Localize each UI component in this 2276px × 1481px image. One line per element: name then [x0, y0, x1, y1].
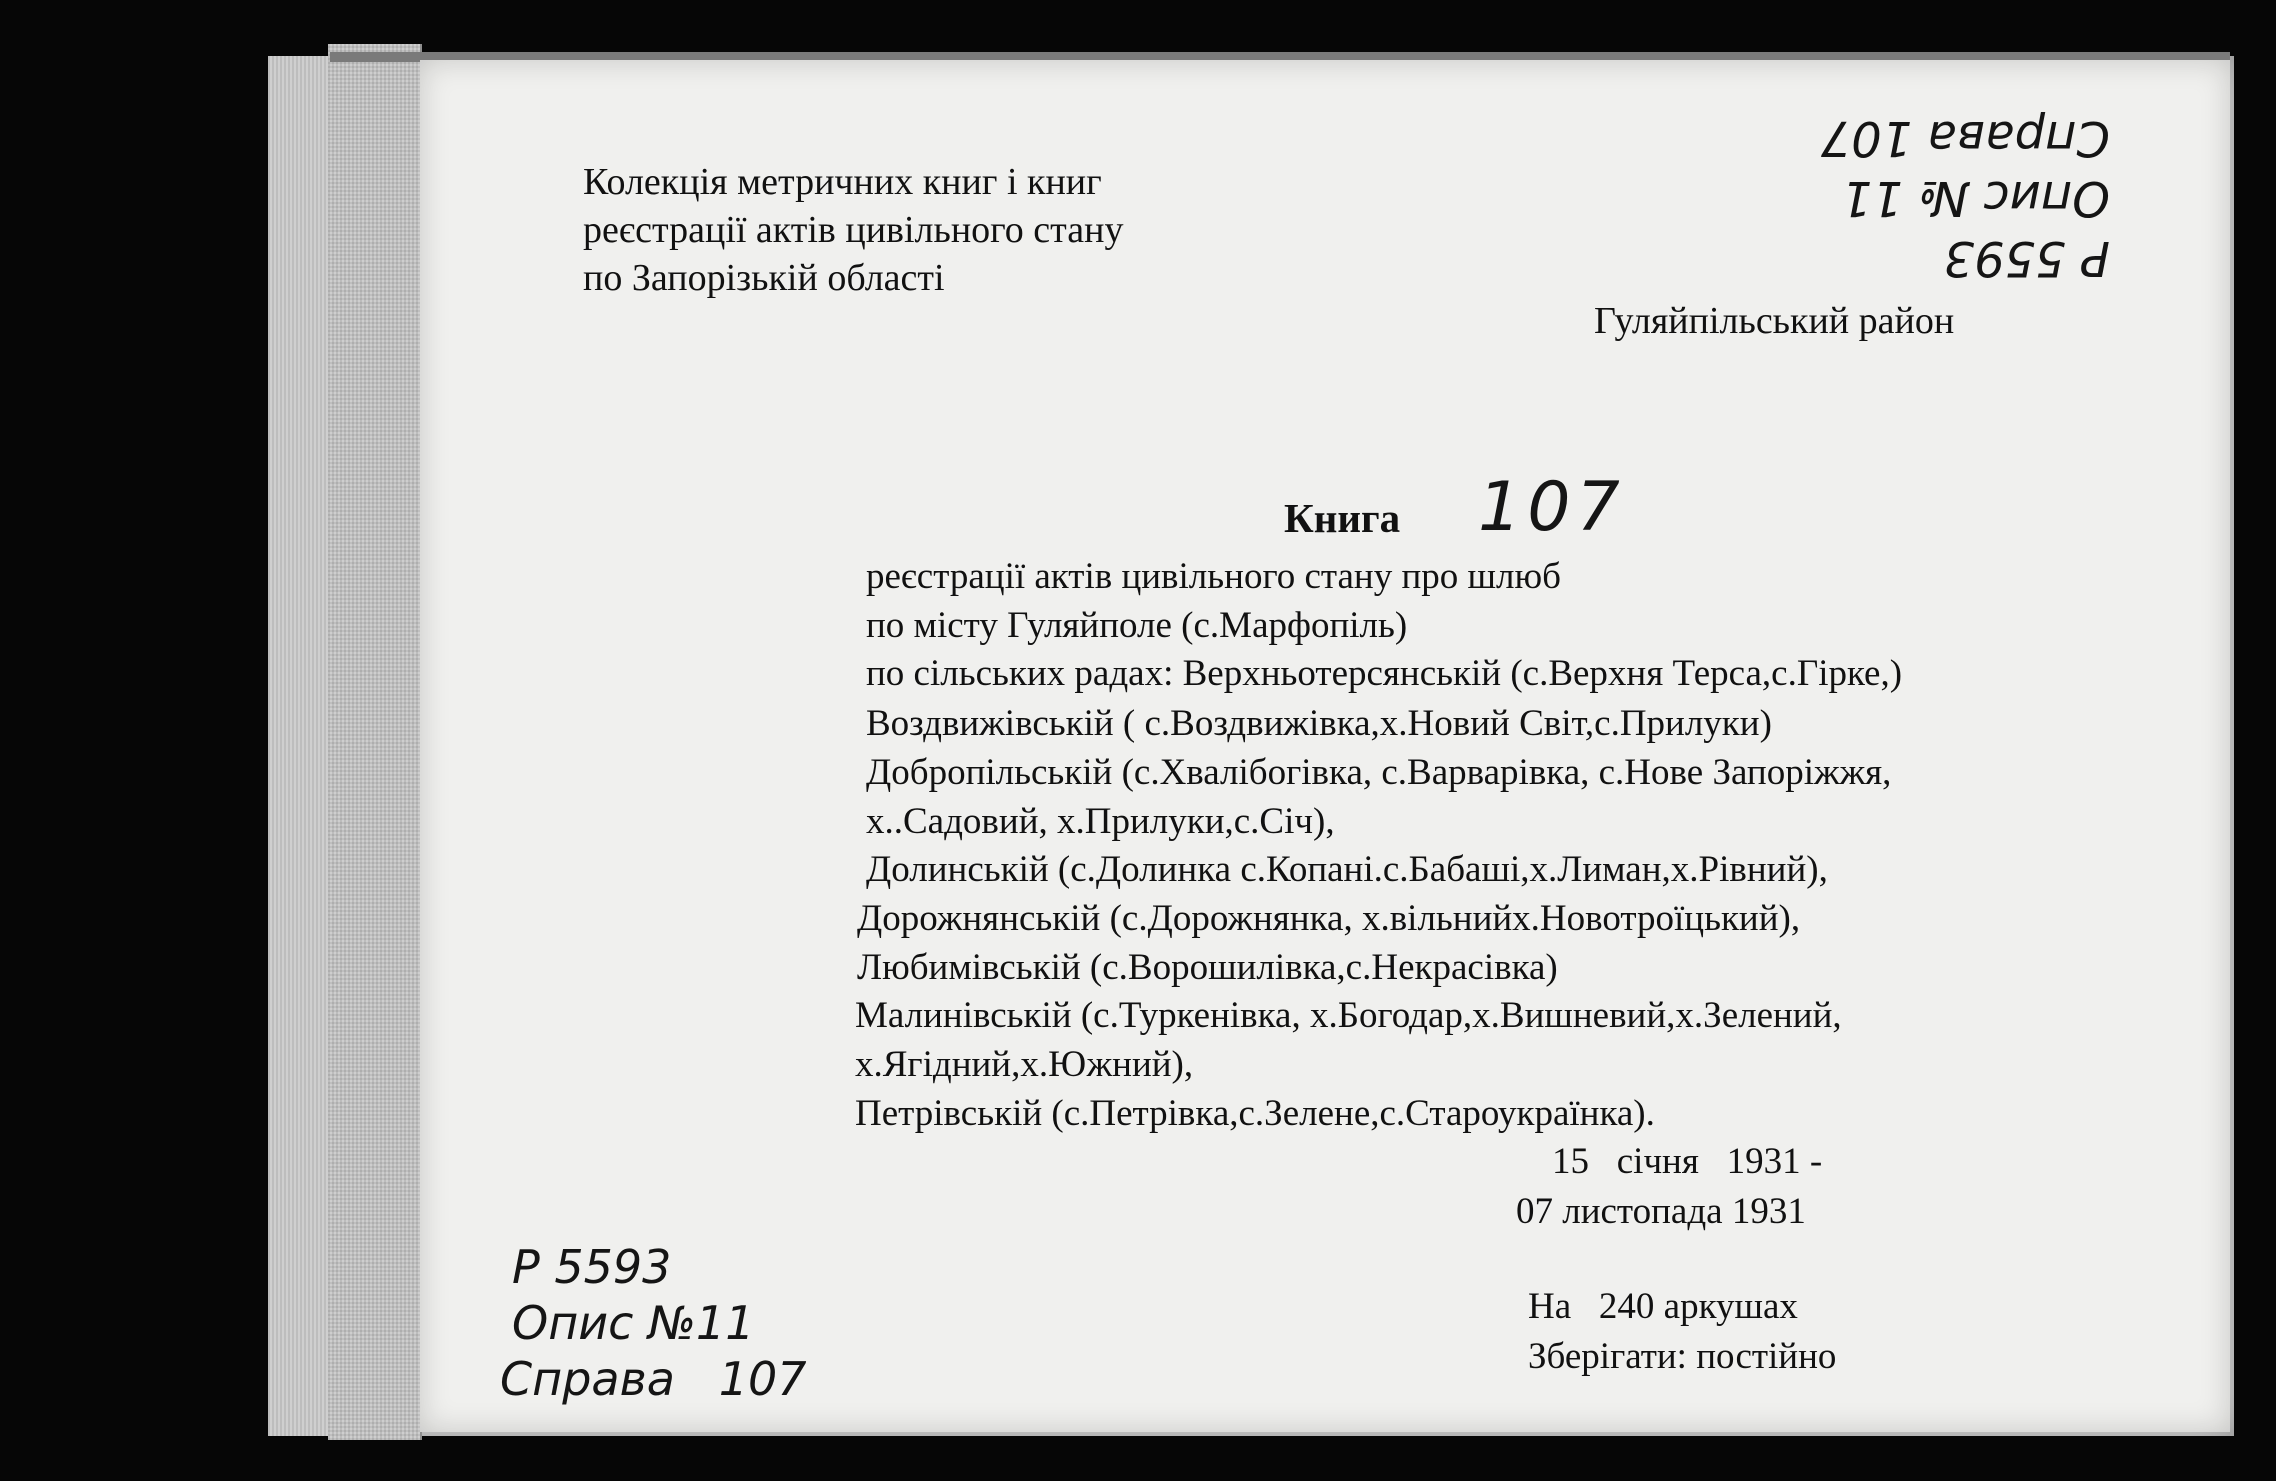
description-line: Любимівській (с.Ворошилівка,с.Некрасівка)	[857, 947, 1558, 988]
handwritten-stamp-top	[1820, 96, 2120, 296]
book-number-handwritten: 107	[1478, 468, 1626, 547]
description-line: Добропільській (с.Хвалібогівка, с.Варварівка, с.Нове Запоріжжя,	[866, 752, 1892, 793]
binding-fabric-strip	[328, 44, 422, 1440]
description-line: Воздвижівській ( с.Воздвижівка,х.Новий Світ,с.Прилуки)	[866, 703, 1772, 744]
date-start: 15 січня 1931 -	[1552, 1141, 1823, 1182]
date-end: 07 листопада 1931	[1516, 1191, 1806, 1232]
description-line: х..Садовий, х.Прилуки,с.Січ),	[866, 801, 1335, 842]
book-spine	[268, 56, 328, 1436]
stamp-top-inventory: Опис № 11	[1841, 170, 2110, 226]
description-line: по місту Гуляйполе (с.Марфопіль)	[866, 605, 1408, 646]
stamp-top-fund: Р 5593	[1943, 230, 2110, 286]
description-line: Долинській (с.Долинка с.Копані.с.Бабаші,х.Лиман,х.Рівний),	[866, 849, 1828, 890]
description-line: реєстрації актів цивільного стану про шлюб	[866, 556, 1561, 597]
stamp-top-file: Справа 107	[1820, 110, 2110, 166]
archive-line-2: реєстрації актів цивільного стану	[583, 209, 1124, 251]
stamp-bottom-file: Справа 107	[500, 1352, 807, 1406]
stamp-bottom-fund: Р 5593	[512, 1240, 672, 1294]
description-line: Малинівській (с.Туркенівка, х.Богодар,х.Вишневий,х.Зелений,	[855, 995, 1842, 1036]
archive-line-1: Колекція метричних книг і книг	[583, 161, 1102, 203]
archive-line-3: по Запорізькій області	[583, 257, 945, 299]
description-line: Дорожнянській (с.Дорожнянка, х.вільнийх.Новотроїцький),	[857, 898, 1801, 939]
retention-note: Зберігати: постійно	[1528, 1336, 1837, 1377]
description-line: х.Ягідний,х.Южний),	[855, 1044, 1194, 1085]
description-line: по сільських радах: Верхньотерсянській (с.Верхня Терса,с.Гірке,)	[866, 653, 1903, 694]
stamp-bottom-inventory: Опис №11	[512, 1296, 755, 1350]
description-line: Петрівській (с.Петрівка,с.Зелене,с.Староукраїнка).	[855, 1093, 1655, 1134]
district-name: Гуляйпільський район	[1594, 300, 1955, 342]
sheet-count: На 240 аркушах	[1528, 1286, 1798, 1327]
book-title: Книга	[1284, 495, 1401, 541]
